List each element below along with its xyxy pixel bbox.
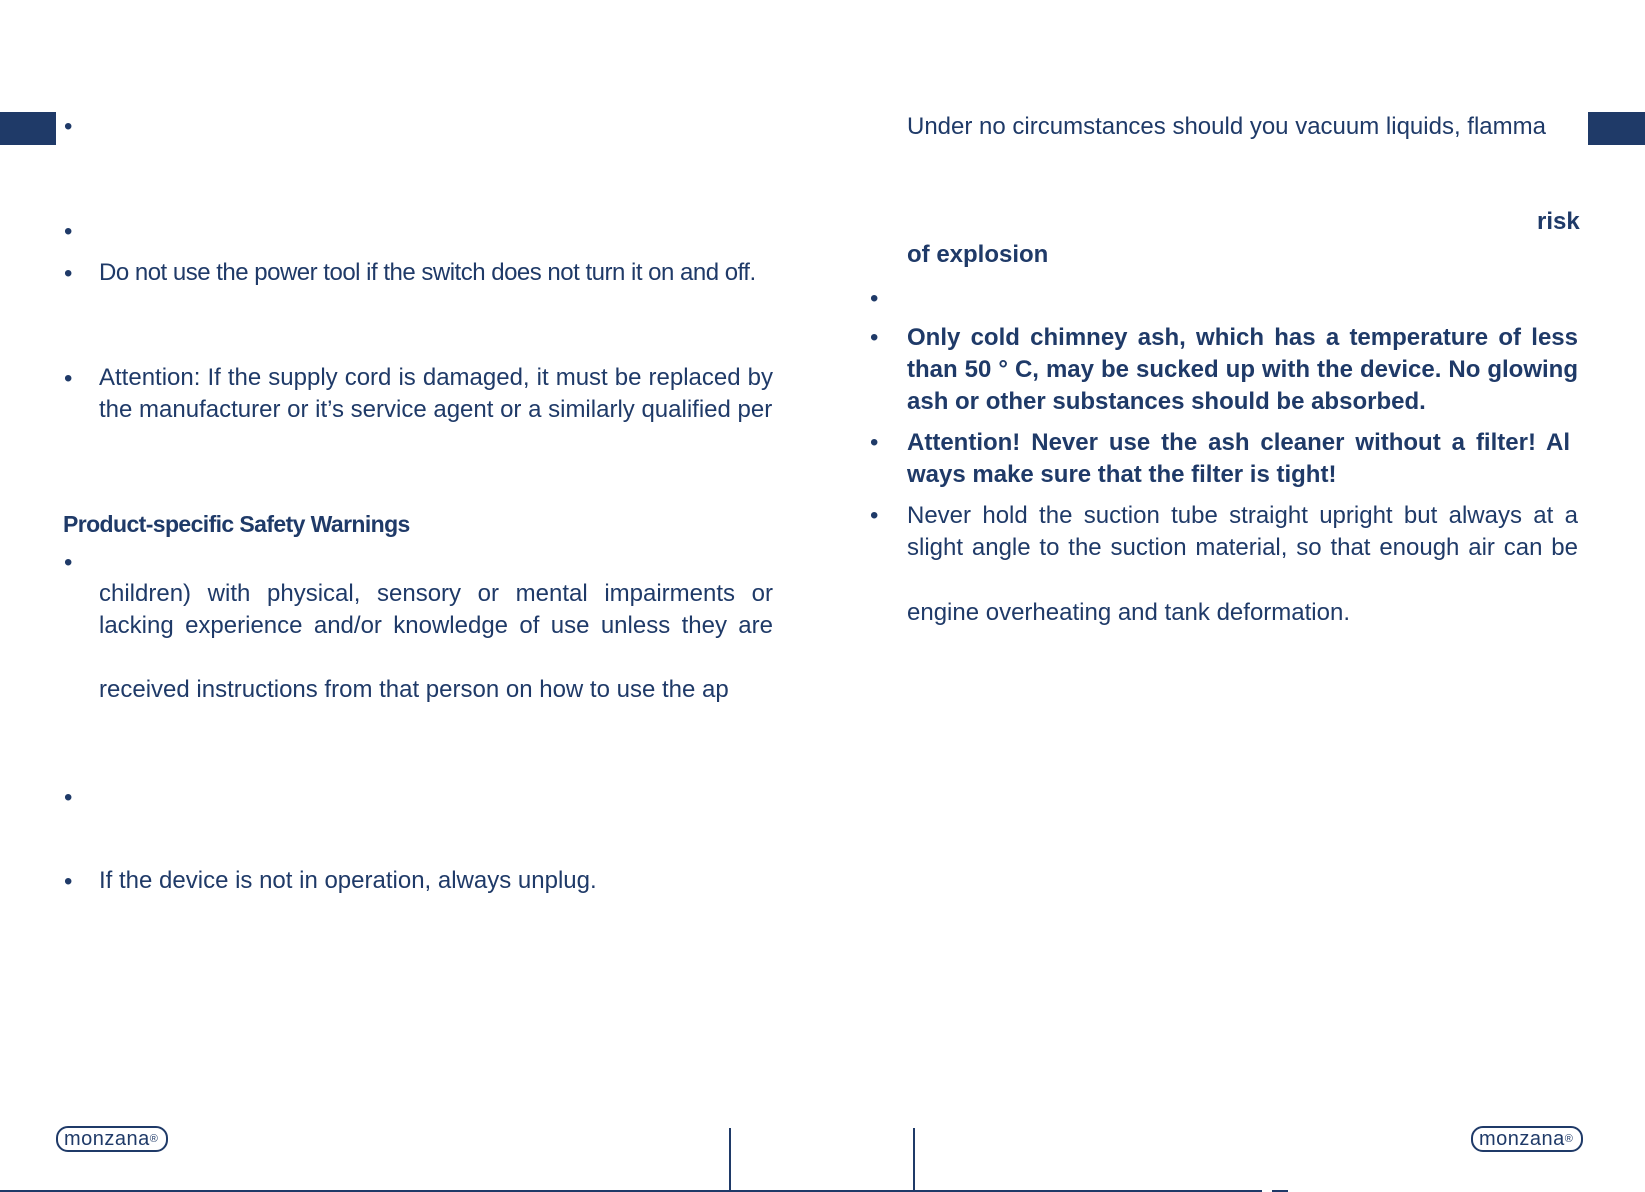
logo-text: monzana <box>64 1128 150 1150</box>
footer-divider-left <box>729 1128 731 1192</box>
bullet: • <box>64 549 73 576</box>
children-paragraph-line-3: received instructions from that person on how to use the ap <box>99 676 729 703</box>
brand-logo-left <box>56 1126 168 1150</box>
unplug-warning: If the device is not in operation, always unplug. <box>99 867 597 894</box>
bullet: • <box>870 502 879 529</box>
registered-mark: ® <box>1564 1132 1574 1145</box>
cold-ash-line-2: than 50 ° C, may be sucked up with the device. No glowing <box>907 356 1578 383</box>
explosion-text: of explosion <box>907 241 1049 268</box>
bullet: • <box>870 429 879 456</box>
cold-ash-line-3: ash or other substances should be absorbed. <box>907 388 1426 415</box>
liquids-warning-line-1: Under no circumstances should you vacuum liquids, flamma <box>907 113 1546 140</box>
filter-warning-line-2: ways make sure that the filter is tight! <box>907 461 1337 488</box>
bullet: • <box>870 324 879 351</box>
bullet: • <box>64 784 73 811</box>
registered-mark: ® <box>149 1132 159 1145</box>
page-edge-tab-left <box>0 112 56 145</box>
children-paragraph-line-2: lacking experience and/or knowledge of use unless they are <box>99 612 773 639</box>
brand-logo-right <box>1471 1126 1583 1150</box>
logo-text: monzana <box>1479 1128 1565 1150</box>
section-heading: Product-specific Safety Warnings <box>63 511 410 537</box>
risk-word: risk <box>1537 208 1580 235</box>
children-paragraph-line-1: children) with physical, sensory or mental impairments or <box>99 580 773 607</box>
bullet: • <box>64 218 73 245</box>
suction-tube-line-1: Never hold the suction tube straight upright but always at a <box>907 502 1578 529</box>
suction-tube-line-3: engine overheating and tank deformation. <box>907 599 1350 626</box>
suction-tube-line-2: slight angle to the suction material, so that enough air can be <box>907 534 1578 561</box>
bullet: • <box>64 260 73 287</box>
power-tool-switch-warning: Do not use the power tool if the switch does not turn it on and off. <box>99 259 756 286</box>
bullet: • <box>64 113 73 140</box>
supply-cord-warning-line-1: Attention: If the supply cord is damaged, it must be replaced by <box>99 364 773 391</box>
filter-warning-line-1: Attention! Never use the ash cleaner without a filter! Al <box>907 429 1570 456</box>
cold-ash-line-1: Only cold chimney ash, which has a temperature of less <box>907 324 1578 351</box>
bullet: • <box>64 868 73 895</box>
bullet: • <box>870 285 879 312</box>
page-edge-tab-right <box>1588 112 1645 145</box>
supply-cord-warning-line-2: the manufacturer or it’s service agent or a similarly qualified per <box>99 396 773 423</box>
footer-divider-right <box>913 1128 915 1192</box>
bullet: • <box>64 365 73 392</box>
